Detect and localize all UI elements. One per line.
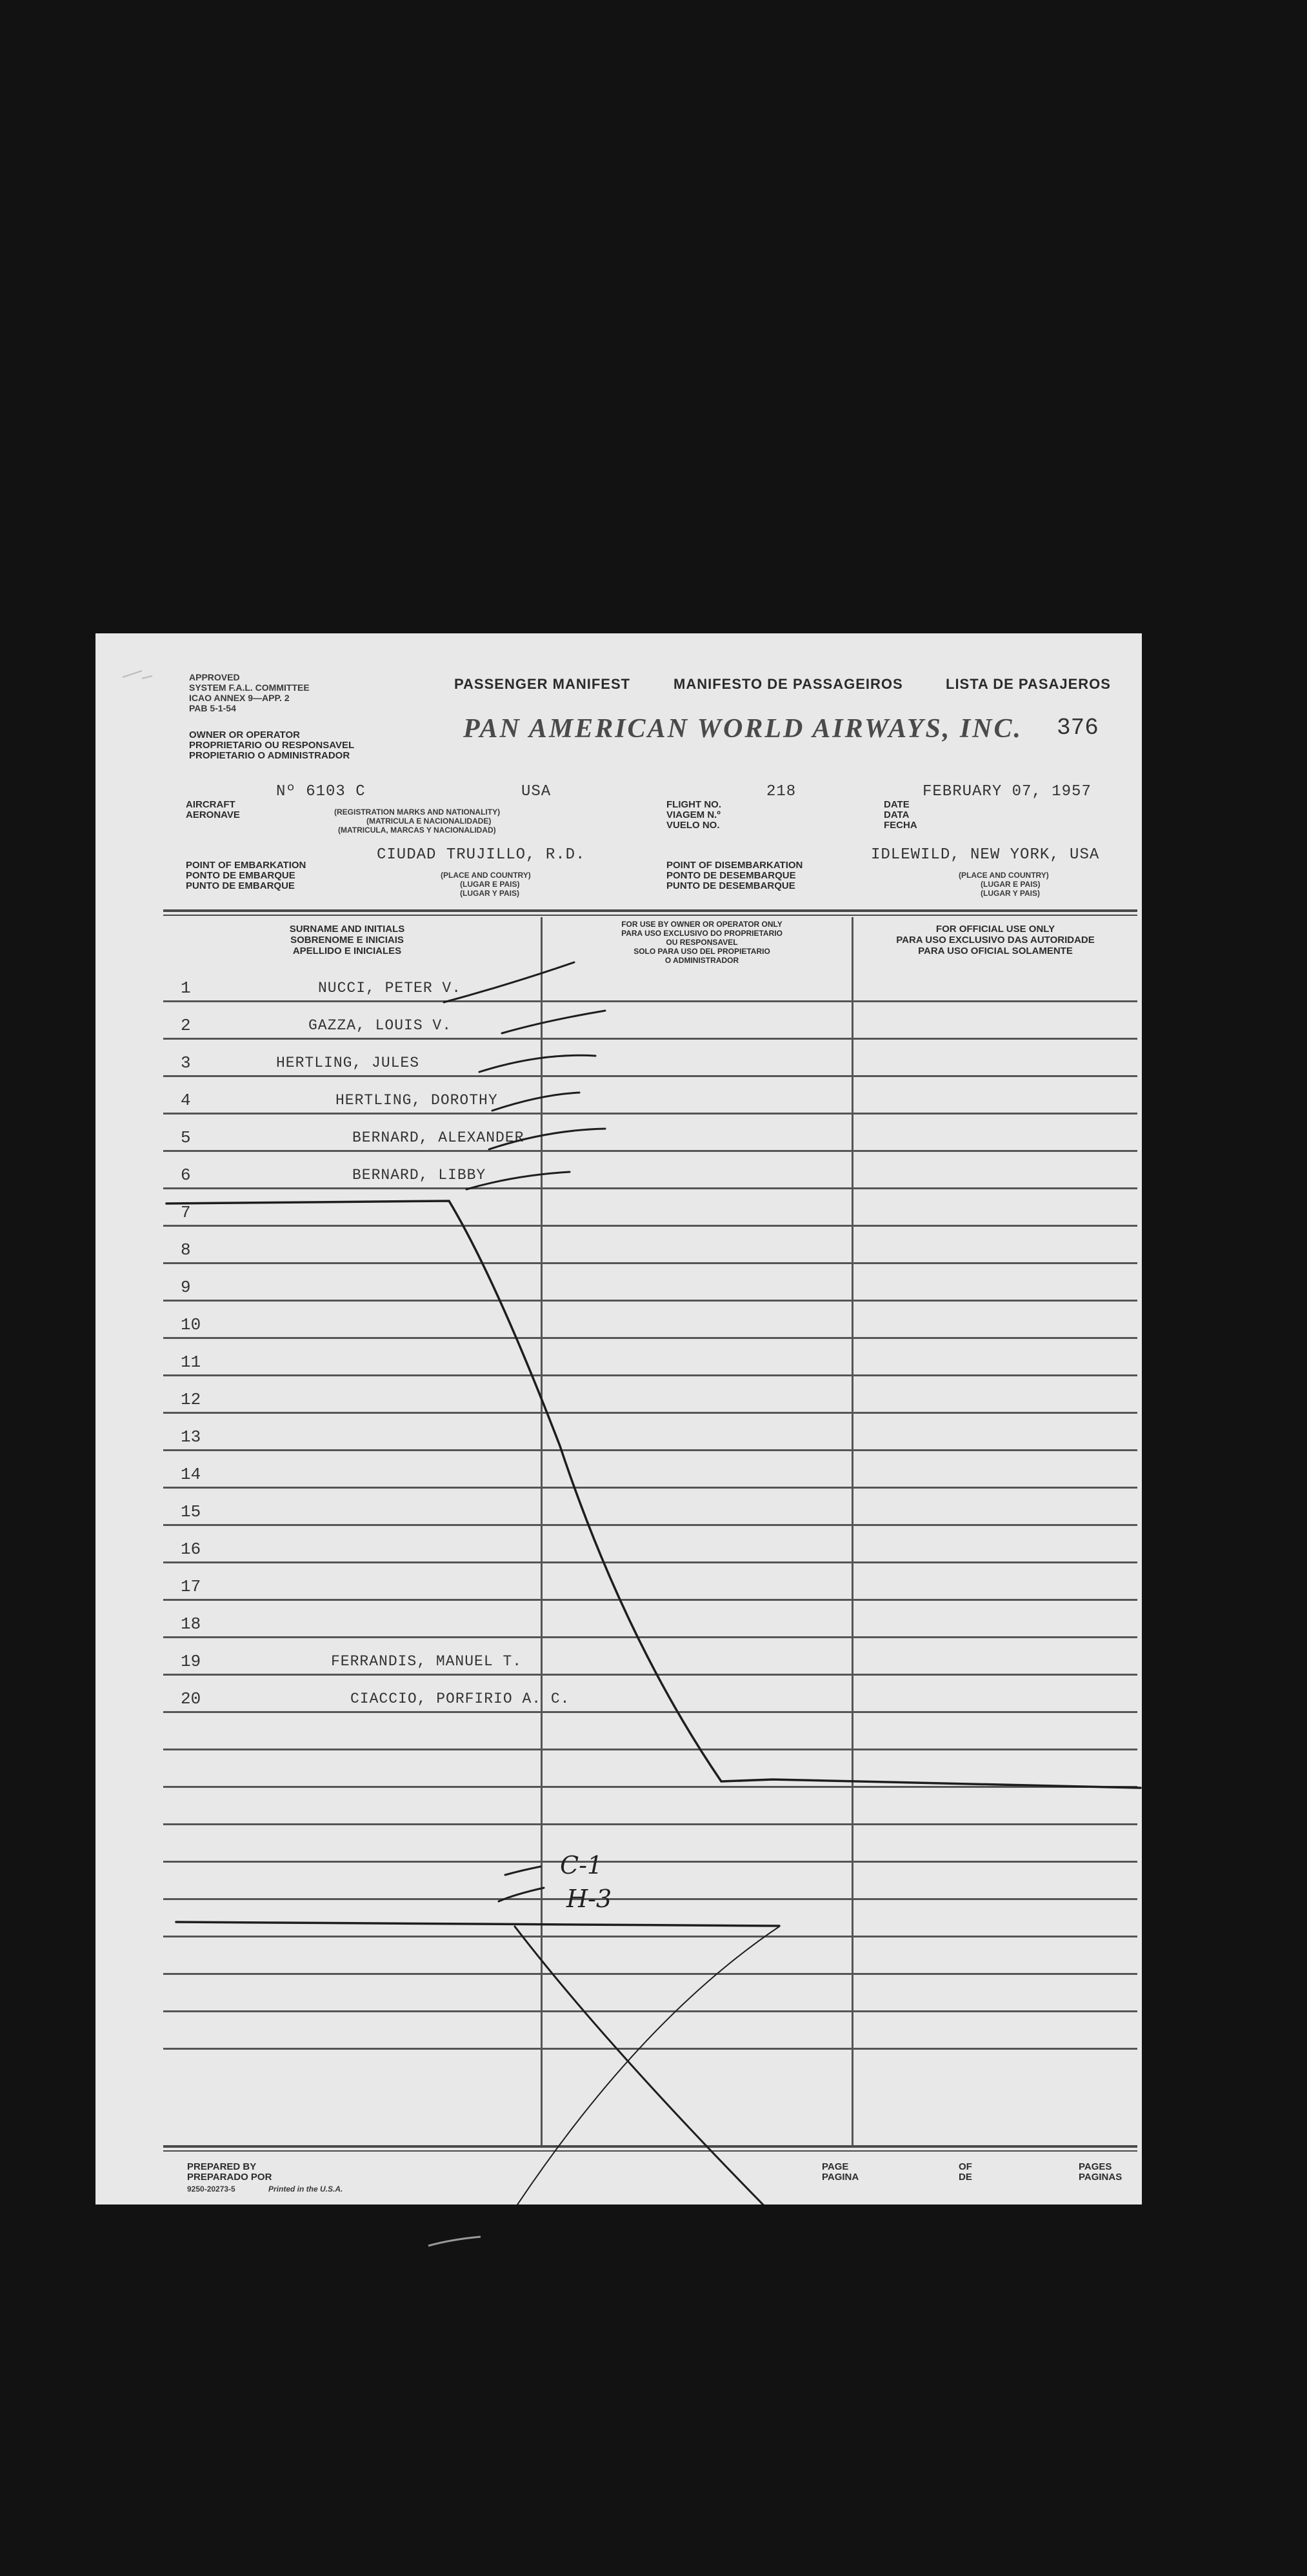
owner-header-3: OU RESPONSAVEL	[666, 938, 738, 947]
aircraft-label-2: AERONAVE	[186, 809, 240, 820]
owner-header-4: SOLO PARA USO DEL PROPIETARIO	[634, 947, 770, 956]
strike-line-empty-rows	[166, 1201, 1141, 1788]
row-number: 19	[181, 1652, 201, 1671]
passenger-name: CIACCIO, PORFIRIO A. C.	[350, 1690, 570, 1707]
handwritten-marks	[95, 633, 1142, 2204]
airline-name: PAN AMERICAN WORLD AIRWAYS, INC.	[463, 714, 1023, 744]
of-label-1: OF	[959, 2161, 972, 2172]
embarkation-label-2: PONTO DE EMBARQUE	[186, 870, 295, 881]
row-number: 16	[181, 1540, 201, 1559]
cross-line-2	[463, 1927, 779, 2204]
official-header-3: PARA USO OFICIAL SOLAMENTE	[918, 946, 1073, 956]
passenger-manifest-title: PASSENGER MANIFEST	[454, 676, 631, 692]
registration-note-2: (MATRICULA E NACIONALIDADE)	[366, 817, 492, 826]
date-label-1: DATE	[884, 799, 910, 810]
date-label-2: DATA	[884, 809, 910, 820]
embarkation-label-3: PUNTO DE EMBARQUE	[186, 880, 295, 891]
aircraft-label-1: AIRCRAFT	[186, 799, 235, 810]
pages-label-2: PAGINAS	[1079, 2172, 1122, 2183]
surname-header-2: SOBRENOME E INICIAIS	[290, 935, 404, 946]
row-number: 4	[181, 1091, 191, 1110]
disembarkation-note-1: (PLACE AND COUNTRY)	[959, 871, 1049, 880]
owner-label-2: PROPRIETARIO OU RESPONSAVEL	[189, 740, 355, 751]
form-code: 9250-20273-5	[187, 2185, 235, 2194]
embarkation-note-3: (LUGAR Y PAIS)	[460, 889, 520, 898]
flight-number: 218	[766, 783, 797, 800]
check-mark-3	[479, 1055, 595, 1072]
of-label-2: DE	[959, 2172, 972, 2183]
owner-label-3: PROPIETARIO O ADMINISTRADOR	[189, 750, 350, 761]
row-number: 11	[181, 1352, 201, 1372]
row-number: 14	[181, 1465, 201, 1484]
row-number: 3	[181, 1053, 191, 1073]
cross-line-1	[515, 1927, 792, 2204]
row-number: 18	[181, 1614, 201, 1634]
owner-header-2: PARA USO EXCLUSIVO DO PROPRIETARIO	[621, 929, 783, 938]
row-number: 2	[181, 1016, 191, 1035]
manifest-page	[95, 633, 1142, 2204]
disembarkation-place: IDLEWILD, NEW YORK, USA	[871, 846, 1100, 864]
handwritten-note-19: C-1	[560, 1851, 603, 1879]
embarkation-label-1: POINT OF EMBARKATION	[186, 860, 306, 871]
page-label-1: PAGE	[822, 2161, 849, 2172]
rule-under-row-20	[176, 1922, 779, 1926]
check-mark-4	[492, 1093, 579, 1111]
row-number: 20	[181, 1689, 201, 1709]
row-number: 15	[181, 1502, 201, 1521]
disembarkation-label-1: POINT OF DISEMBARKATION	[666, 860, 803, 871]
handwritten-note-20: H-3	[566, 1885, 612, 1913]
surname-header-3: APELLIDO E INICIALES	[292, 946, 402, 956]
official-header-1: FOR OFFICIAL USE ONLY	[935, 924, 1055, 935]
prepared-label-1: PREPARED BY	[187, 2161, 257, 2172]
page-label-2: PAGINA	[822, 2172, 859, 2183]
check-mark-2	[502, 1011, 605, 1033]
check-mark-5	[489, 1129, 605, 1149]
flight-date: FEBRUARY 07, 1957	[923, 783, 1092, 800]
row-number: 5	[181, 1128, 191, 1147]
owner-label-1: OWNER OR OPERATOR	[189, 729, 300, 740]
row-number: 6	[181, 1165, 191, 1185]
row-number: 1	[181, 978, 191, 998]
embarkation-note-1: (PLACE AND COUNTRY)	[441, 871, 531, 880]
pages-label-1: PAGES	[1079, 2161, 1112, 2172]
registration-note-3: (MATRICULA, MARCAS Y NACIONALIDAD)	[338, 826, 496, 835]
row-number: 12	[181, 1390, 201, 1409]
disembarkation-note-2: (LUGAR E PAIS)	[981, 880, 1041, 889]
row-number: 7	[181, 1203, 191, 1222]
embarkation-place: CIUDAD TRUJILLO, R.D.	[377, 846, 586, 864]
aircraft-nationality: USA	[521, 783, 552, 800]
approval-line-3: ICAO ANNEX 9—APP. 2	[189, 693, 290, 703]
row-number: 17	[181, 1577, 201, 1596]
row-number: 9	[181, 1278, 191, 1297]
passenger-name: BERNARD, LIBBY	[352, 1167, 486, 1184]
lista-title: LISTA DE PASAJEROS	[946, 676, 1111, 692]
approval-line-4: PAB 5-1-54	[189, 703, 236, 713]
flight-label-3: VUELO NO.	[666, 820, 720, 831]
approval-line-1: APPROVED	[189, 672, 240, 682]
prepared-label-2: PREPARADO POR	[187, 2172, 272, 2183]
manifesto-title: MANIFESTO DE PASSAGEIROS	[673, 676, 903, 692]
flight-label-2: VIAGEM N.º	[666, 809, 721, 820]
embarkation-note-2: (LUGAR E PAIS)	[460, 880, 520, 889]
check-mark-1	[444, 962, 574, 1002]
row-number: 8	[181, 1240, 191, 1260]
flight-label-1: FLIGHT NO.	[666, 799, 721, 810]
row-number: 13	[181, 1427, 201, 1447]
disembarkation-label-3: PUNTO DE DESEMBARQUE	[666, 880, 795, 891]
date-label-3: FECHA	[884, 820, 917, 831]
passenger-name: BERNARD, ALEXANDER	[352, 1129, 524, 1146]
check-mark-6	[466, 1172, 570, 1189]
passenger-name: FERRANDIS, MANUEL T.	[331, 1653, 523, 1670]
passenger-name: HERTLING, JULES	[276, 1055, 420, 1071]
disembarkation-note-3: (LUGAR Y PAIS)	[981, 889, 1041, 898]
row-number: 10	[181, 1315, 201, 1334]
passenger-name: NUCCI, PETER V.	[318, 980, 462, 996]
passenger-name: HERTLING, DOROTHY	[335, 1092, 498, 1109]
surname-header-1: SURNAME AND INITIALS	[289, 924, 405, 935]
page-number: 376	[1057, 715, 1099, 741]
disembarkation-label-2: PONTO DE DESEMBARQUE	[666, 870, 796, 881]
approval-line-2: SYSTEM F.A.L. COMMITTEE	[189, 682, 310, 693]
check-mark-19	[505, 1867, 541, 1875]
printed-in-usa: Printed in the U.S.A.	[268, 2185, 343, 2194]
check-mark-20	[499, 1888, 544, 1901]
owner-header-5: O ADMINISTRADOR	[664, 956, 739, 965]
official-header-2: PARA USO EXCLUSIVO DAS AUTORIDADE	[896, 935, 1095, 946]
registration-note-1: (REGISTRATION MARKS AND NATIONALITY)	[334, 807, 501, 817]
owner-header-1: FOR USE BY OWNER OR OPERATOR ONLY	[621, 920, 783, 929]
passenger-name: GAZZA, LOUIS V.	[308, 1017, 452, 1034]
aircraft-registration: Nº 6103 C	[276, 783, 366, 800]
